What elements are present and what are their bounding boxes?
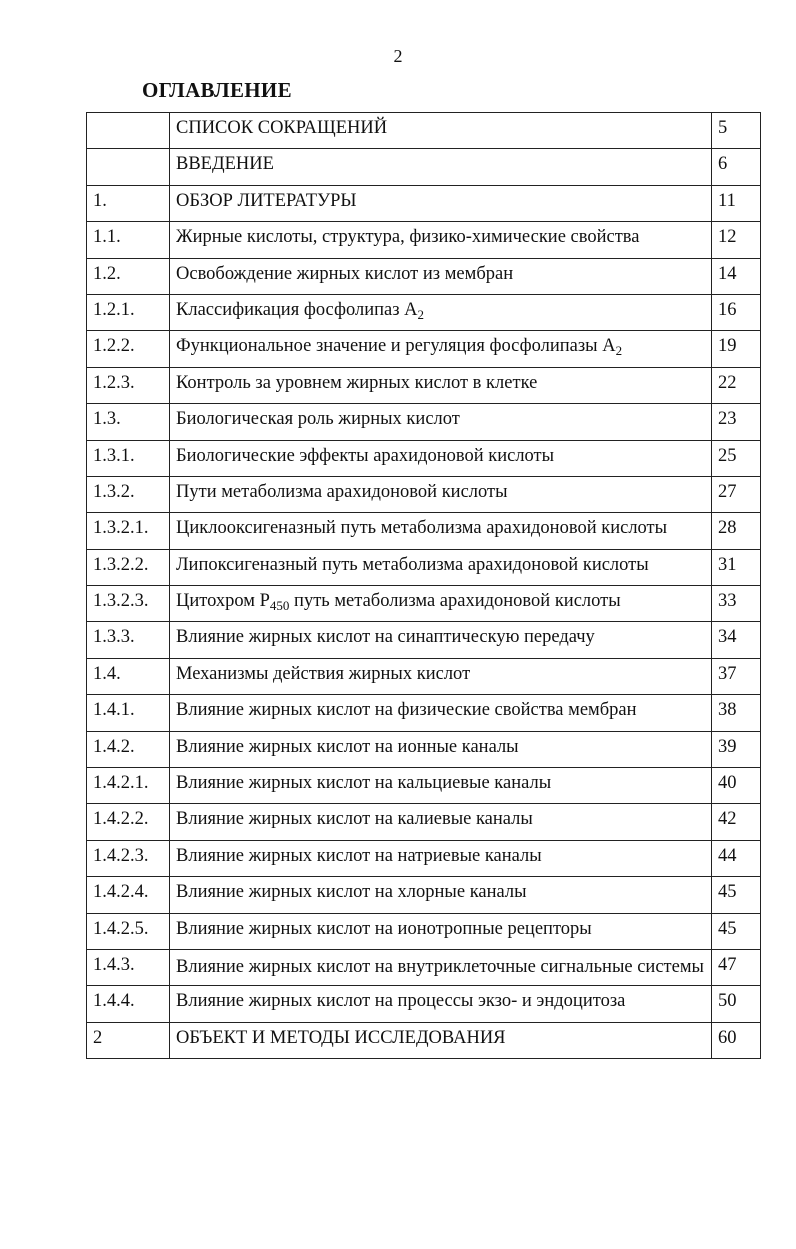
toc-row [87, 440, 761, 476]
section-page: 50 [712, 986, 761, 1022]
section-number: 1.4.4. [87, 986, 170, 1022]
section-title-text: Классификация фосфолипаз А [176, 299, 418, 320]
section-page: 19 [712, 331, 761, 367]
section-page: 34 [712, 622, 761, 658]
section-title: ОБЪЕКТ И МЕТОДЫ ИССЛЕДОВАНИЯ [170, 1022, 712, 1058]
toc-row [87, 949, 761, 985]
section-title: Липоксигеназный путь метаболизма арахидоновой кислоты [170, 549, 712, 585]
section-title-text: Функциональное значение и регуляция фосфолипазы А [176, 336, 616, 357]
section-title: Влияние жирных кислот на ионные каналы [170, 731, 712, 767]
section-page: 28 [712, 513, 761, 549]
section-number: 2 [87, 1022, 170, 1058]
section-title: Циклооксигеназный путь метаболизма арахидоновой кислоты [170, 513, 712, 549]
section-title: Влияние жирных кислот на процессы экзо- и эндоцитоза [170, 986, 712, 1022]
toc-row [87, 513, 761, 549]
section-number: 1.3.2.2. [87, 549, 170, 585]
section-number: 1.3.2.1. [87, 513, 170, 549]
toc-row [87, 658, 761, 694]
toc-row [87, 731, 761, 767]
section-page: 33 [712, 586, 761, 622]
toc-row [87, 695, 761, 731]
toc-row [87, 768, 761, 804]
section-page: 22 [712, 367, 761, 403]
section-number [87, 149, 170, 185]
toc-row [87, 877, 761, 913]
section-number [87, 113, 170, 149]
page-number: 2 [393, 46, 403, 66]
toc-row [87, 840, 761, 876]
section-title: ВВЕДЕНИЕ [170, 149, 712, 185]
section-title: Биологические эффекты арахидоновой кислоты [170, 440, 712, 476]
toc-row [87, 1022, 761, 1058]
section-number: 1.2.2. [87, 331, 170, 367]
toc-row [87, 113, 761, 149]
section-title: Влияние жирных кислот на синаптическую передачу [170, 622, 712, 658]
section-number: 1. [87, 185, 170, 221]
section-number: 1.4.2.1. [87, 768, 170, 804]
section-page: 47 [712, 949, 761, 985]
section-title: Влияние жирных кислот на кальциевые каналы [170, 768, 712, 804]
section-page: 60 [712, 1022, 761, 1058]
section-page: 38 [712, 695, 761, 731]
section-title-text: Цитохром Р [176, 591, 270, 612]
section-number: 1.3.2.3. [87, 586, 170, 622]
section-page: 12 [712, 222, 761, 258]
section-number: 1.4.3. [87, 949, 170, 985]
section-number: 1.1. [87, 222, 170, 258]
toc-row [87, 986, 761, 1022]
section-page: 16 [712, 294, 761, 330]
section-page: 23 [712, 404, 761, 440]
toc-row [87, 586, 761, 622]
section-number: 1.4.2.5. [87, 913, 170, 949]
section-number: 1.4.1. [87, 695, 170, 731]
section-title: Биологическая роль жирных кислот [170, 404, 712, 440]
section-number: 1.4. [87, 658, 170, 694]
section-number: 1.4.2.4. [87, 877, 170, 913]
section-number: 1.3. [87, 404, 170, 440]
section-page: 42 [712, 804, 761, 840]
section-title-subscript: 450 [269, 598, 290, 614]
toc-row [87, 804, 761, 840]
section-page: 25 [712, 440, 761, 476]
section-title-subscript: 2 [615, 343, 623, 359]
toc-row [87, 149, 761, 185]
section-page: 11 [712, 185, 761, 221]
section-title-rest: путь метаболизма арахидоновой кислоты [289, 591, 621, 612]
section-number: 1.3.3. [87, 622, 170, 658]
section-page: 6 [712, 149, 761, 185]
section-number: 1.3.1. [87, 440, 170, 476]
section-title: Влияние жирных кислот на ионотропные рецепторы [170, 913, 712, 949]
section-page: 27 [712, 476, 761, 512]
toc-row [87, 476, 761, 512]
section-page: 37 [712, 658, 761, 694]
section-title: Освобождение жирных кислот из мембран [170, 258, 712, 294]
section-title: Жирные кислоты, структура, физико-химические свойства [170, 222, 712, 258]
section-number: 1.4.2. [87, 731, 170, 767]
toc-row [87, 258, 761, 294]
section-title: Влияние жирных кислот на физические свойства мембран [170, 695, 712, 731]
section-title: Влияние жирных кислот на натриевые каналы [170, 840, 712, 876]
section-title: Влияние жирных кислот на внутриклеточные сигнальные системы [170, 949, 712, 985]
section-page: 44 [712, 840, 761, 876]
section-title: Пути метаболизма арахидоновой кислоты [170, 476, 712, 512]
section-title: Влияние жирных кислот на хлорные каналы [170, 877, 712, 913]
section-title: СПИСОК СОКРАЩЕНИЙ [170, 113, 712, 149]
section-page: 31 [712, 549, 761, 585]
section-number: 1.2.1. [87, 294, 170, 330]
toc-row [87, 549, 761, 585]
section-number: 1.3.2. [87, 476, 170, 512]
section-title [170, 331, 712, 367]
toc-row [87, 294, 761, 330]
toc-table [86, 112, 761, 1059]
section-title: Механизмы действия жирных кислот [170, 658, 712, 694]
section-page: 39 [712, 731, 761, 767]
toc-title: ОГЛАВЛЕНИЕ [142, 78, 292, 102]
section-page: 40 [712, 768, 761, 804]
toc-row [87, 331, 761, 367]
toc-row [87, 185, 761, 221]
section-page: 5 [712, 113, 761, 149]
section-title: Контроль за уровнем жирных кислот в клетке [170, 367, 712, 403]
toc-row [87, 367, 761, 403]
toc-body [87, 113, 761, 1059]
section-number: 1.2. [87, 258, 170, 294]
section-page: 45 [712, 913, 761, 949]
section-title [170, 294, 712, 330]
section-title-subscript: 2 [417, 306, 425, 322]
section-number: 1.2.3. [87, 367, 170, 403]
section-page: 14 [712, 258, 761, 294]
toc-row [87, 913, 761, 949]
toc-row [87, 222, 761, 258]
toc-row [87, 622, 761, 658]
toc-row [87, 404, 761, 440]
section-number: 1.4.2.3. [87, 840, 170, 876]
section-title: ОБЗОР ЛИТЕРАТУРЫ [170, 185, 712, 221]
section-title [170, 586, 712, 622]
section-title: Влияние жирных кислот на калиевые каналы [170, 804, 712, 840]
section-number: 1.4.2.2. [87, 804, 170, 840]
section-page: 45 [712, 877, 761, 913]
